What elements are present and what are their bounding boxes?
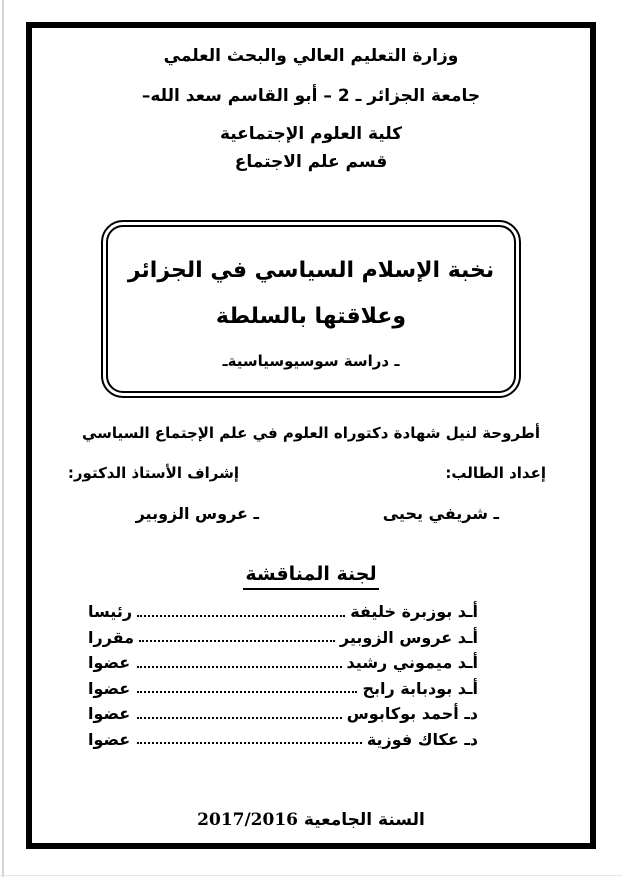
page-border-frame xyxy=(26,22,596,849)
academic-year-footer xyxy=(32,808,590,832)
committee-member-name: أـد بودبابة رابح xyxy=(362,678,478,698)
supervisor-name: ـ عروس الزوبير xyxy=(135,504,259,523)
committee-member-role: عضوا xyxy=(88,729,131,749)
committee-list xyxy=(32,599,590,752)
committee-row xyxy=(32,599,522,625)
committee-member-name: أـد عروس الزوبير xyxy=(339,627,478,647)
dotted-leader xyxy=(139,640,335,642)
committee-member-role: مقررا xyxy=(88,627,135,647)
committee-member-role: عضوا xyxy=(88,678,131,698)
author-supervisor-section xyxy=(32,460,590,536)
author-label: إعداد الطالب: xyxy=(445,464,546,482)
committee-row xyxy=(32,701,522,727)
academic-year-label: السنة الجامعية xyxy=(303,810,425,830)
committee-member-name: دـ عكاك فوزية xyxy=(366,729,478,749)
committee-member-name: أـد ميموني رشيد xyxy=(346,653,478,673)
department-line: قسم علم الاجتماع xyxy=(234,152,388,172)
degree-statement: أطروحة لنيل شهادة دكتوراه العلوم في علم الإجتماع السياسي xyxy=(81,424,541,442)
institution-header xyxy=(32,44,590,174)
committee-row xyxy=(32,676,522,702)
title-box xyxy=(101,220,521,398)
committee-row xyxy=(32,625,522,651)
author-name: ـ شريفي يحيى xyxy=(382,504,499,523)
committee-heading-text: لجنة المناقشة xyxy=(243,562,378,590)
ministry-line: وزارة التعليم العالي والبحث العلمي xyxy=(163,46,459,66)
committee-member-role: عضوا xyxy=(88,704,131,724)
dotted-leader xyxy=(137,691,357,693)
committee-member-role: رئيسا xyxy=(88,602,133,622)
university-line: جامعة الجزائر ـ 2 – أبو القاسم سعد الله– xyxy=(141,86,481,106)
dotted-leader xyxy=(137,742,362,744)
committee-row xyxy=(32,727,522,753)
committee-member-name: دـ أحمد بوكابوس xyxy=(346,704,478,724)
committee-member-role: عضوا xyxy=(88,653,131,673)
thesis-title-line2: وعلاقتها بالسلطة xyxy=(215,304,407,329)
committee-member-name: أـد بوزبرة خليفة xyxy=(350,602,478,622)
thesis-title-line1: نخبة الإسلام السياسي في الجزائر xyxy=(127,258,495,283)
thesis-subtitle: ـ دراسة سوسيوسياسيةـ xyxy=(222,352,400,370)
dotted-leader xyxy=(137,666,342,668)
academic-year-value: 2017/2016 xyxy=(197,810,298,830)
committee-heading xyxy=(32,562,590,590)
scan-edge-artifact-bottom xyxy=(0,875,622,876)
committee-section xyxy=(32,562,590,752)
dotted-leader xyxy=(137,717,342,719)
committee-row xyxy=(32,650,522,676)
faculty-line: كلية العلوم الإجتماعية xyxy=(219,124,403,144)
dotted-leader xyxy=(137,615,345,617)
supervisor-label: إشراف الأستاذ الدكتور: xyxy=(67,464,239,482)
title-box-inner-border xyxy=(106,225,516,393)
scan-edge-artifact-left xyxy=(2,0,4,877)
